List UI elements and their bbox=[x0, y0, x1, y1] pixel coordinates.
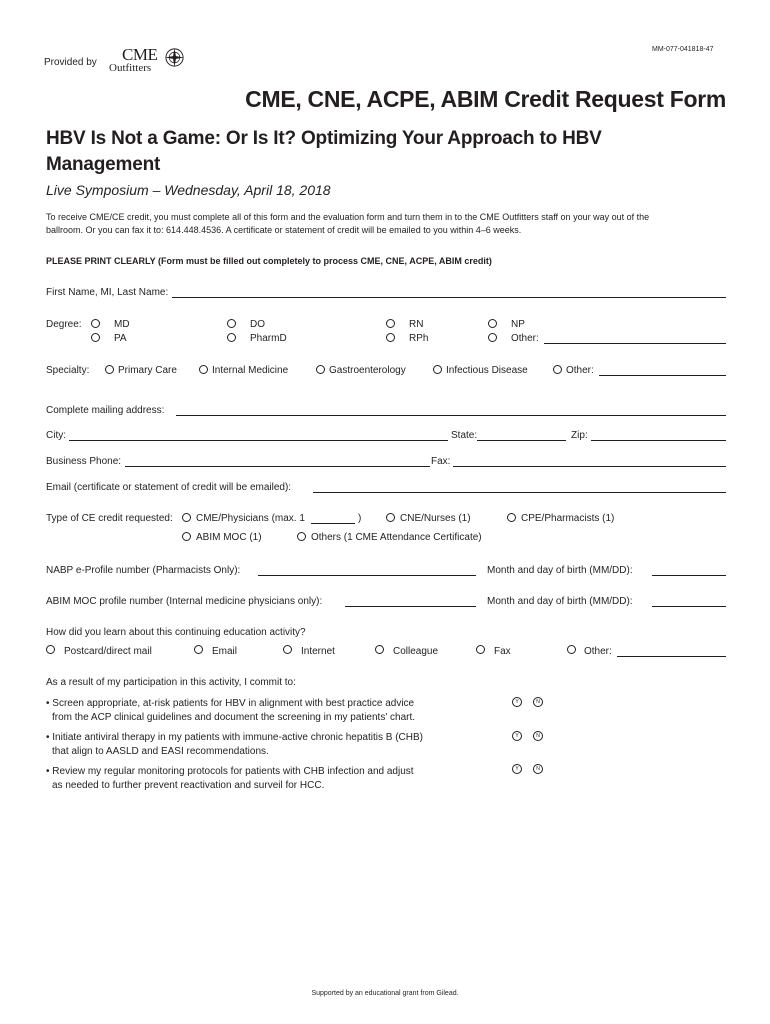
credit-cne-radio[interactable] bbox=[386, 513, 395, 522]
credit-abim-label: ABIM MOC (1) bbox=[196, 532, 262, 543]
business-phone-label: Business Phone: bbox=[46, 456, 122, 467]
intro-line-2: ballroom. Or you can fax it to: 614.448.4536. A certificate or statement of credit will be emailed to you within 4–6 weeks. bbox=[46, 225, 522, 235]
commit-item-3-yes[interactable]: Y bbox=[512, 764, 522, 774]
commit-item-2-no[interactable]: N bbox=[533, 731, 543, 741]
learn-postcard-radio[interactable] bbox=[46, 645, 55, 654]
nabp-birth-field[interactable] bbox=[652, 575, 726, 576]
learn-fax-label: Fax bbox=[494, 646, 511, 657]
commit-item-3-no[interactable]: N bbox=[533, 764, 543, 774]
degree-do-label: DO bbox=[250, 319, 265, 330]
specialty-primary-care-label: Primary Care bbox=[118, 365, 177, 376]
commit-item-1-line-2: from the ACP clinical guidelines and document the screening in my patients' chart. bbox=[52, 712, 416, 723]
activity-title: HBV Is Not a Game: Or Is It? Optimizing Your Approach to HBV Management bbox=[46, 128, 602, 175]
degree-md-label: MD bbox=[114, 319, 130, 330]
degree-rph-label: RPh bbox=[409, 333, 429, 344]
degree-do-radio[interactable] bbox=[227, 319, 236, 328]
degree-label: Degree: bbox=[46, 319, 82, 330]
specialty-infectious-disease-radio[interactable] bbox=[433, 365, 442, 374]
nabp-birth-label: Month and day of birth (MM/DD): bbox=[487, 565, 633, 576]
specialty-internal-medicine-label: Internal Medicine bbox=[212, 365, 289, 376]
email-field[interactable] bbox=[313, 492, 726, 493]
degree-pa-label: PA bbox=[114, 333, 127, 344]
degree-md-radio[interactable] bbox=[91, 319, 100, 328]
credit-cme-label: CME/Physicians (max. 1 bbox=[196, 513, 305, 524]
learn-colleague-label: Colleague bbox=[393, 646, 439, 657]
abim-birth-field[interactable] bbox=[652, 606, 726, 607]
learn-colleague-radio[interactable] bbox=[375, 645, 384, 654]
footer-grant-note: Supported by an educational grant from Gilead. bbox=[311, 990, 459, 997]
nabp-field[interactable] bbox=[258, 575, 476, 576]
logo-text-cme: CME bbox=[122, 45, 158, 64]
specialty-internal-medicine-radio[interactable] bbox=[199, 365, 208, 374]
specialty-other-field[interactable] bbox=[599, 375, 726, 376]
compass-icon bbox=[164, 47, 185, 68]
specialty-gastroenterology-radio[interactable] bbox=[316, 365, 325, 374]
specialty-primary-care-radio[interactable] bbox=[105, 365, 114, 374]
learn-other-field[interactable] bbox=[617, 656, 726, 657]
logo-text-outfitters: Outfitters bbox=[109, 62, 152, 74]
specialty-infectious-disease-label: Infectious Disease bbox=[446, 365, 528, 376]
learn-email-radio[interactable] bbox=[194, 645, 203, 654]
credit-cne-label: CNE/Nurses (1) bbox=[400, 513, 471, 524]
event-line: Live Symposium – Wednesday, April 18, 2018 bbox=[46, 182, 331, 198]
fax-field[interactable] bbox=[453, 466, 726, 467]
abim-field[interactable] bbox=[345, 606, 476, 607]
abim-label: ABIM MOC profile number (Internal medicine physicians only): bbox=[46, 596, 323, 607]
abim-birth-label: Month and day of birth (MM/DD): bbox=[487, 596, 633, 607]
degree-other-field[interactable] bbox=[544, 343, 726, 344]
state-field[interactable] bbox=[477, 440, 566, 441]
provided-by-label: Provided by bbox=[44, 57, 97, 68]
learn-question: How did you learn about this continuing education activity? bbox=[46, 627, 306, 638]
degree-rn-radio[interactable] bbox=[386, 319, 395, 328]
learn-internet-radio[interactable] bbox=[283, 645, 292, 654]
commit-item-2-line-2: that align to AASLD and EASI recommendations. bbox=[52, 746, 269, 757]
commit-item-3 bbox=[46, 765, 414, 793]
specialty-other-radio[interactable] bbox=[553, 365, 562, 374]
commit-intro: As a result of my participation in this activity, I commit to: bbox=[46, 677, 296, 688]
specialty-gastroenterology-label: Gastroenterology bbox=[329, 365, 406, 376]
name-label: First Name, MI, Last Name: bbox=[46, 287, 169, 298]
fax-label: Fax: bbox=[431, 456, 451, 467]
credit-cme-radio[interactable] bbox=[182, 513, 191, 522]
learn-email-label: Email bbox=[212, 646, 238, 657]
learn-other-label: Other: bbox=[584, 646, 612, 657]
learn-internet-label: Internet bbox=[301, 646, 335, 657]
state-label: State: bbox=[451, 430, 478, 441]
degree-other-radio[interactable] bbox=[488, 333, 497, 342]
degree-np-label: NP bbox=[511, 319, 525, 330]
commit-item-1-line-1: • Screen appropriate, at-risk patients for HBV in alignment with best practice advice bbox=[46, 698, 415, 709]
credit-cme-hours-field[interactable] bbox=[311, 523, 355, 524]
commit-item-2-yes[interactable]: Y bbox=[512, 731, 522, 741]
intro-line-1: To receive CME/CE credit, you must complete all of this form and the evaluation form and turn them in to the CME Outfitters staff on your way out of the bbox=[46, 212, 650, 222]
name-field[interactable] bbox=[172, 297, 726, 298]
degree-other-label: Other: bbox=[511, 333, 539, 344]
credit-cme-close: ) bbox=[358, 513, 362, 524]
form-title: CME, CNE, ACPE, ABIM Credit Request Form bbox=[245, 86, 726, 112]
learn-fax-radio[interactable] bbox=[476, 645, 485, 654]
commit-item-2-line-1: • Initiate antiviral therapy in my patients with immune-active chronic hepatitis B (CHB) bbox=[46, 732, 423, 743]
commit-item-1-no[interactable]: N bbox=[533, 697, 543, 707]
degree-np-radio[interactable] bbox=[488, 319, 497, 328]
mailing-address-field[interactable] bbox=[176, 415, 726, 416]
degree-pharmd-label: PharmD bbox=[250, 333, 287, 344]
commit-item-1-yes[interactable]: Y bbox=[512, 697, 522, 707]
business-phone-field[interactable] bbox=[125, 466, 430, 467]
mailing-address-label: Complete mailing address: bbox=[46, 405, 165, 416]
city-field[interactable] bbox=[69, 440, 448, 441]
specialty-other-label: Other: bbox=[566, 365, 594, 376]
degree-pharmd-radio[interactable] bbox=[227, 333, 236, 342]
credit-type-label: Type of CE credit requested: bbox=[46, 513, 173, 524]
commit-item-1 bbox=[46, 697, 415, 725]
print-clearly-note: PLEASE PRINT CLEARLY (Form must be filled out completely to process CME, CNE, ACPE, ABIM credit) bbox=[46, 256, 492, 266]
degree-rph-radio[interactable] bbox=[386, 333, 395, 342]
email-label: Email (certificate or statement of credit will be emailed): bbox=[46, 482, 292, 493]
degree-pa-radio[interactable] bbox=[91, 333, 100, 342]
credit-abim-radio[interactable] bbox=[182, 532, 191, 541]
nabp-label: NABP e-Profile number (Pharmacists Only): bbox=[46, 565, 241, 576]
document-code: MM-077-041818-47 bbox=[652, 46, 714, 53]
specialty-label: Specialty: bbox=[46, 365, 90, 376]
zip-field[interactable] bbox=[591, 440, 726, 441]
zip-label: Zip: bbox=[571, 430, 588, 441]
city-label: City: bbox=[46, 430, 66, 441]
commit-item-3-line-1: • Review my regular monitoring protocols for patients with CHB infection and adjust bbox=[46, 766, 414, 777]
learn-other-radio[interactable] bbox=[567, 645, 576, 654]
degree-rn-label: RN bbox=[409, 319, 424, 330]
learn-postcard-label: Postcard/direct mail bbox=[64, 646, 152, 657]
commit-item-3-line-2: as needed to further prevent reactivation and surveil for HCC. bbox=[52, 780, 325, 791]
credit-others-label: Others (1 CME Attendance Certificate) bbox=[311, 532, 482, 543]
cme-outfitters-logo bbox=[109, 46, 187, 80]
commit-item-2 bbox=[46, 731, 423, 759]
credit-cpe-radio[interactable] bbox=[507, 513, 516, 522]
credit-others-radio[interactable] bbox=[297, 532, 306, 541]
credit-cpe-label: CPE/Pharmacists (1) bbox=[521, 513, 615, 524]
